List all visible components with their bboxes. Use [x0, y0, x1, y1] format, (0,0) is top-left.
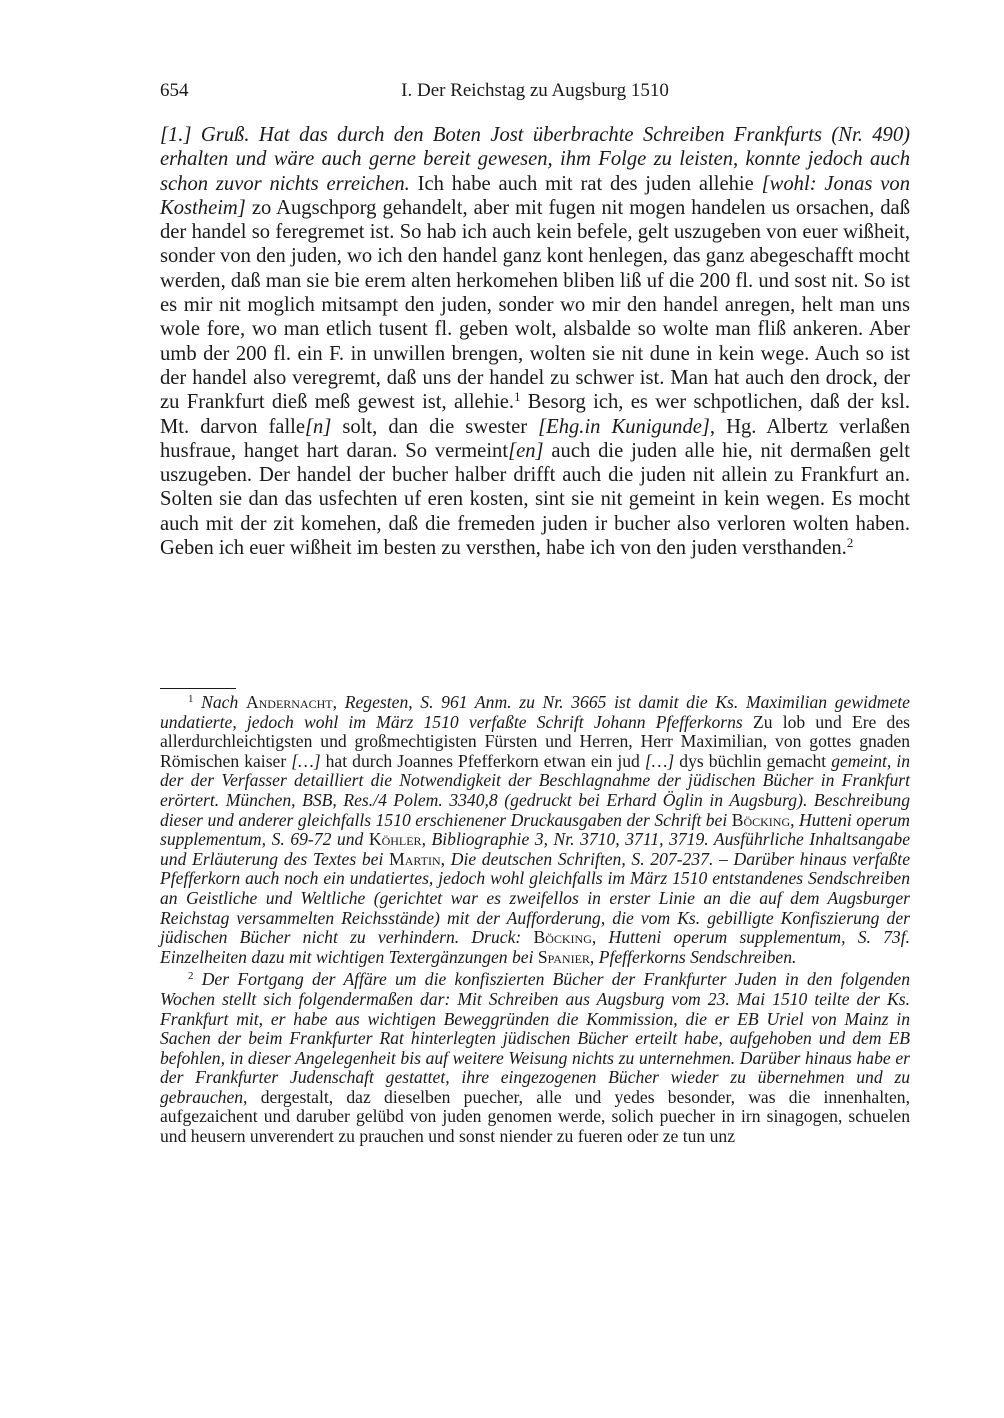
text-segment: Andernacht [245, 692, 333, 712]
text-segment: Bibliographie 3, Nr. 3710, 3711, 3719. Ausführliche Inhaltsangabe und Erläuterung des Textes bei [160, 829, 911, 869]
text-segment: [en] [508, 439, 544, 462]
text-segment: [1.] Gruß. Hat das durch den Boten Jost überbrachte Schreiben Frankfurts (Nr. 490) erhalten und wäre auch gerne bereit gewesen, ihm Folge zu leisten, konnte jedoch auch schon zuvor nichts erreichen. [160, 124, 910, 195]
text-segment: Die deutschen Schriften, S. 207-237. – Darüber hinaus verfaßte Pfefferkorn auch noch ein undatiertes, jedoch wohl gleichfalls im März 1510 entstandenes Sendschreiben an Geistliche und Weltliche (gerichtet war es zweifellos in erster Linie an die auf dem Augsburger Reichstag versammelten Reichsstände) mit der Aufforderung, die vom Ks. gebilligte Konfiszierung der jüdischen Bücher nicht zu verhindern. Druck: [160, 848, 911, 948]
text-segment: Spanier [537, 946, 590, 967]
footnote-2 [160, 970, 910, 1146]
main-text [160, 123, 910, 560]
footnote-number: 1 [188, 693, 194, 705]
text-segment: [n] [305, 415, 332, 438]
text-segment: auch die juden alle hie, nit dermaßen gelt uszugeben. Der handel der bucher halber drifft auch die juden nit allein zu Frankfurt an. Solten sie dan das usfechten uf eren kosten, sint sie nit gemeint in kein wegen. Es mocht auch mit der zit komehen, daß die fremeden juden ir bucher also verloren wolten haben. Geben ich euer wißheit im besten zu versthen, habe ich von den juden versthanden. [160, 439, 910, 560]
footnotes [160, 693, 910, 1150]
text-segment: […] [644, 750, 675, 771]
text-segment: Köhler [368, 829, 422, 850]
main-paragraph [160, 123, 910, 560]
text-segment: [Ehg.in Kunigunde] [538, 415, 710, 438]
text-segment: […] [291, 750, 321, 771]
running-title: I. Der Reichstag zu Augsburg 1510 [401, 80, 669, 101]
text-segment: Pfefferkorns Sendschreiben. [598, 946, 797, 967]
footnote-reference: 2 [846, 536, 854, 551]
text-segment: Ich habe auch mit rat des juden allehie [409, 172, 762, 195]
text-segment: Böcking [533, 927, 592, 948]
text-segment: hat durch Joannes Pfefferkorn etwan ein jud [320, 750, 645, 771]
footnote-reference: 1 [514, 390, 521, 405]
text-segment: Hutteni operum supplementum, S. 69-72 und [160, 809, 910, 850]
text-segment: Regesten, S. 961 Anm. zu Nr. 3665 ist damit die Ks. Maximilian gewidmete undatierte, jedoch wohl im März 1510 verfaßte Schrift Johann Pfefferkorns [160, 692, 910, 732]
text-segment: zo Augschporg gehandelt, aber mit fugen nit mogen handelen us orsachen, daß der handel so feregremet ist. So hab ich auch kein befele, gelt uszugeben von euer wißheit, sonder von den juden, wo ich den handel ganz kont henlegen, das ganz abegeschafft mocht werden, daß man sie bie erem alten herkomehen bliben liß uf die 200 fl. und sost nit. So ist es mir nit moglich mitsampt den juden, sonder wo mir den handel anregen, helt man uns wole fore, wo man etlich tusent fl. geben wolt, alsbalde so wolte man fliß ankeren. Aber umb der 200 fl. ein F. in unwillen brengen, wolten sie nit dune in kein wege. Auch so ist der handel also veregremt, daß uns der handel zu schwer ist. Man hat auch den drock, der zu Frankfurt dieß meß gewest ist, allehie. [160, 196, 910, 414]
text-segment: , [790, 809, 799, 830]
text-segment: , [421, 829, 432, 850]
page-number: 654 [160, 80, 189, 101]
text-segment: Nach [201, 692, 246, 712]
text-segment: Besorg ich, es wer schpotlichen, daß der ksl. Mt. darvon falle [160, 391, 911, 438]
text-segment: dys büchlin gemacht [674, 750, 832, 771]
text-segment: Zu lob und Ere des allerdurchleichtigsten und großmechtigisten Fürsten und Herren, Herr Maximilian, von gottes gnaden Römischen kaiser [160, 711, 911, 771]
footnote-separator [160, 688, 236, 689]
text-segment: dergestalt, daz dieselben puecher, alle und yedes besonder, was die innenhalten, aufgezaichent und daruber gelübd von juden genomen werde, solich puecher in irn sinagogen, schuelen und heusern unverendert zu prauchen und sonst niender zu fueren oder ze tun unz [160, 1086, 910, 1147]
text-segment: [wohl: Jonas von Kostheim] [160, 172, 910, 219]
text-segment: Martin [389, 848, 441, 869]
text-segment: solt, dan die swester [331, 415, 539, 438]
text-segment: , [591, 927, 609, 948]
text-segment: , Hg. Albertz verlaßen husfraue, hanget hart daran. So vermeint [160, 415, 910, 462]
text-segment: gemeint, in der der Verfasser detailliert die Notwendigkeit der Beschlagnahme der jüdischen Bücher in Frankfurt erörtert. München, BSB, Res./4 Polem. 3340,8 (gedruckt bei Erhard Öglin in Augsburg). Beschreibung dieser und anderer gleichfalls 1510 erschienener Druckausgaben der Schrift bei [160, 750, 910, 830]
text-segment: Der Fortgang der Affäre um die konfiszierten Bücher der Frankfurter Juden in den folgenden Wochen stellt sich folgendermaßen dar: Mit Schreiben aus Augsburg vom 23. Mai 1510 teilte der Ks. Frankfurt mit, er habe aus wichtigen Beweggründen die Kommission, die er EB Uriel von Mainz in Sachen der beim Frankfurter Rat hinterlegten jüdischen Bücher erteilt habe, aufgehoben und dem EB befohlen, in dieser Angelegenheit bis auf weitere Weisung nichts zu unternehmen. Darüber hinaus habe er der Frankfurter Judenschaft gestattet, ihre eingezogenen Bücher wieder zu übernehmen und zu gebrauchen, [160, 969, 910, 1107]
footnote-1 [160, 693, 910, 967]
text-segment: Hutteni operum supplementum, S. 73f. Einzelheiten dazu mit wichtigen Textergänzungen bei [160, 927, 911, 967]
text-segment: Böcking [731, 809, 791, 830]
text-segment: , [589, 946, 599, 967]
text-segment: , [332, 692, 345, 712]
footnote-number: 2 [188, 970, 194, 983]
text-segment: , [440, 848, 451, 869]
page-header [160, 80, 910, 108]
